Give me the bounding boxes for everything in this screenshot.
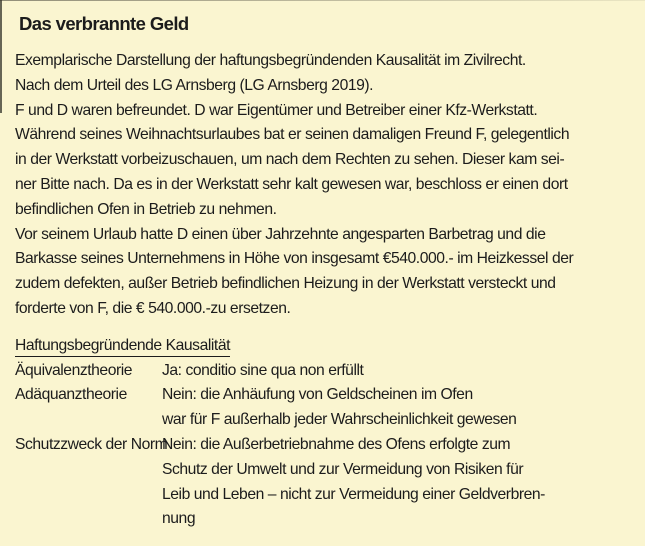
- text-line: forderte von F, die € 540.000.-zu ersetzen.: [15, 299, 291, 317]
- row-value: [162, 359, 637, 384]
- text-line: Nach dem Urteil des LG Arnsberg (LG Arnsberg 2019).: [15, 76, 374, 94]
- row-value: [162, 383, 637, 433]
- page-title: Das verbrannte Geld: [19, 13, 189, 34]
- text-line: Barkasse seines Unternehmens in Höhe von insgesamt €540.000.- im Heizkessel der: [15, 250, 574, 268]
- analysis-row-adaequanztheorie: [15, 383, 637, 433]
- text-line: Leib und Leben – nicht zur Vermeidung einer Geldverbren-: [162, 485, 545, 503]
- text-line: war für F außerhalb jeder Wahrscheinlichkeit gewesen: [162, 411, 517, 429]
- text-line: Nein: die Anhäufung von Geldscheinen im Ofen: [162, 386, 473, 404]
- claim-paragraph: [15, 223, 637, 322]
- facts-paragraph: [15, 99, 637, 223]
- text-line: F und D waren befreundet. D war Eigentümer und Betreiber einer Kfz-Werkstatt.: [15, 101, 538, 119]
- text-line: zudem defekten, außer Betrieb befindlichen Heizung in der Werkstatt versteckt und: [15, 275, 556, 293]
- text-line: nung: [162, 510, 196, 528]
- row-label: Adäquanztheorie: [15, 386, 127, 404]
- row-label: Schutzzweck der Norm: [15, 435, 168, 453]
- top-border-line: [0, 0, 645, 1]
- intro-paragraph: [15, 49, 637, 99]
- analysis-heading: [15, 334, 637, 359]
- text-line: befindlichen Ofen in Betrieb zu nehmen.: [15, 200, 277, 218]
- text-line: ner Bitte nach. Da es in der Werkstatt sehr kalt gewesen war, beschloss er einen dort: [15, 175, 568, 193]
- text-line: Schutz der Umwelt und zur Vermeidung von Risiken für: [162, 460, 524, 478]
- text-line: in der Werkstatt vorbeizuschauen, um nach dem Rechten zu sehen. Dieser kam sei-: [15, 151, 565, 169]
- text-line: Nein: die Außerbetriebnahme des Ofens erfolgte zum: [162, 435, 511, 453]
- text-line: Während seines Weihnachtsurlaubes bat er seinen damaligen Freund F, gelegentlich: [15, 126, 570, 144]
- left-border-line: [0, 0, 2, 113]
- analysis-row-schutzzweck: [15, 433, 637, 532]
- text-line: Vor seinem Urlaub hatte D einen über Jahrzehnte angesparten Barbetrag und die: [15, 225, 546, 243]
- text-line: Exemplarische Darstellung der haftungsbegründenden Kausalität im Zivilrecht.: [15, 52, 526, 69]
- analysis-table: [15, 359, 637, 533]
- analysis-row-aequivalenztheorie: [15, 359, 637, 384]
- row-value: [162, 433, 637, 532]
- analysis-heading-text: Haftungsbegründende Kausalität: [15, 335, 230, 357]
- row-label: Äquivalenztheorie: [15, 361, 133, 379]
- text-line: Ja: conditio sine qua non erfüllt: [162, 361, 364, 379]
